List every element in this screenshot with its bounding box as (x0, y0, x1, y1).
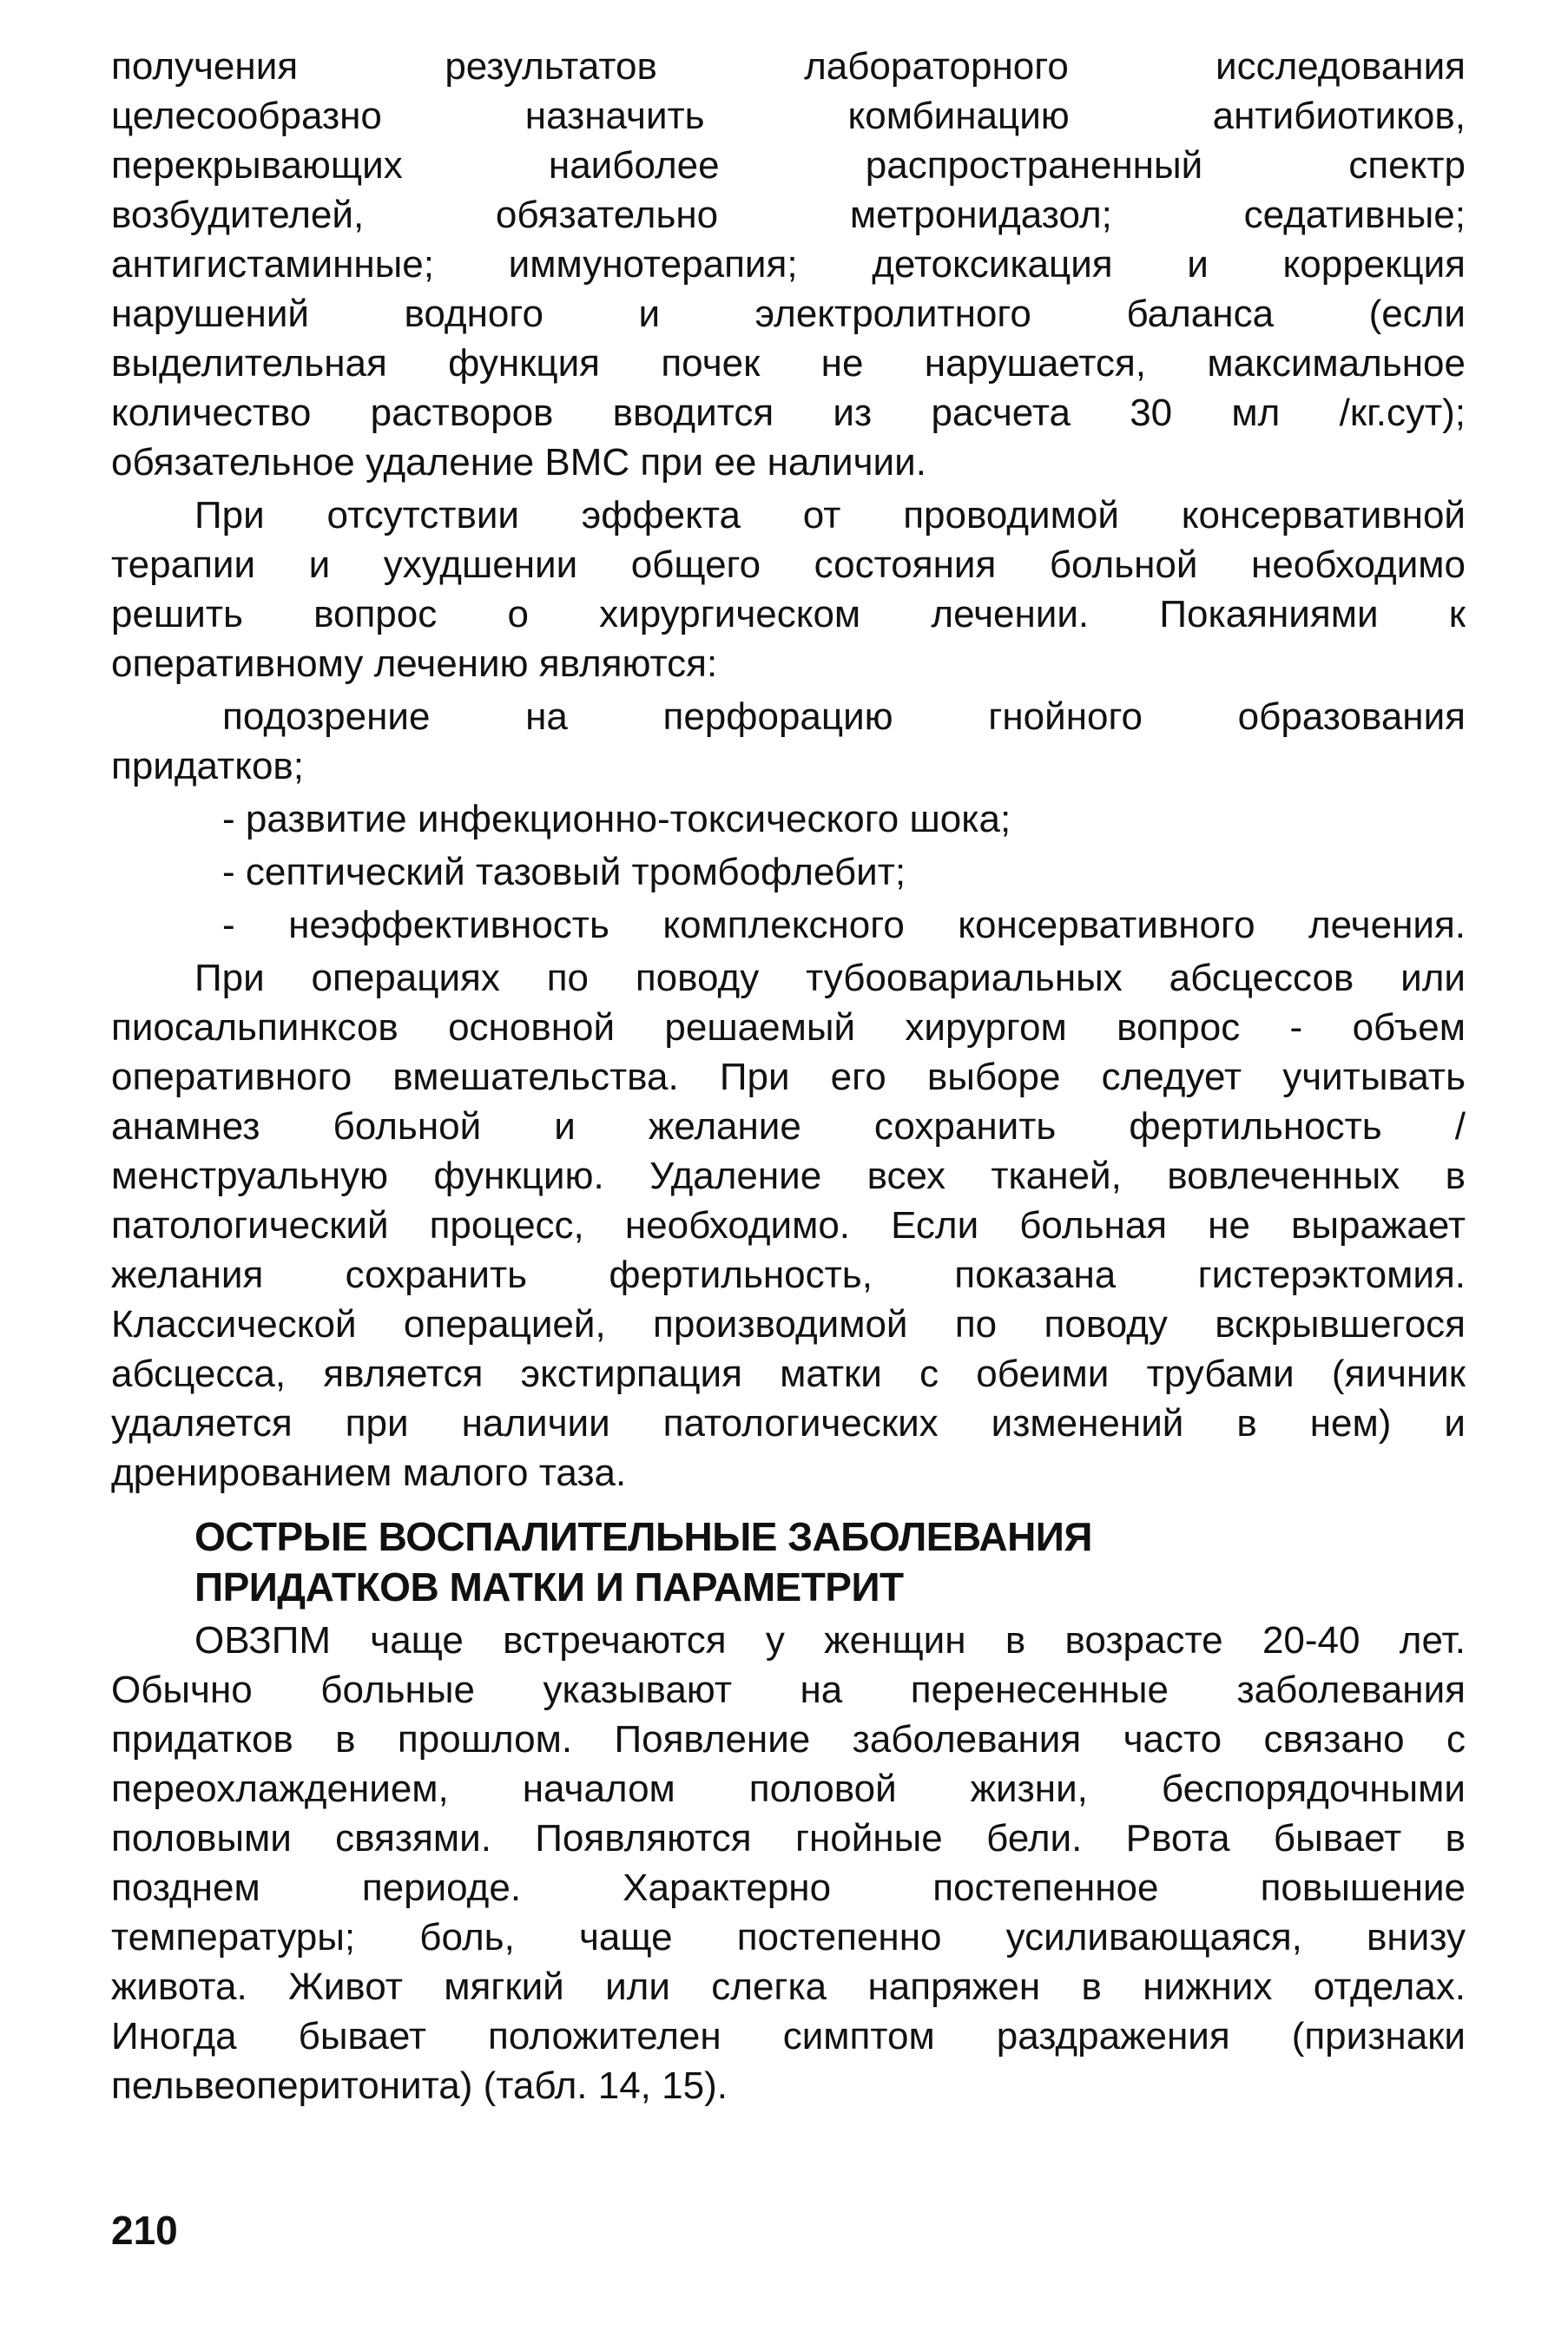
text-line: антигистаминные; иммунотерапия; детоксикация и коррекция (111, 243, 1466, 286)
text-line: оперативному лечению являются: (111, 642, 718, 685)
paragraph-5 (111, 953, 1466, 1498)
text-line: При операциях по поводу тубоовариальных абсцессов или (194, 957, 1466, 999)
text-line: целесообразно назначить комбинацию антибиотиков, (111, 95, 1466, 137)
text-line: менструальную функцию. Удаление всех тканей, вовлеченных в (111, 1155, 1466, 1197)
text-line: позднем периоде. Характерно постепенное повышение (111, 1867, 1466, 1909)
text-line: удаляется при наличии патологических изменений в нем) и (111, 1402, 1466, 1445)
text-line: придатков; (111, 745, 305, 787)
paragraph-3 (111, 692, 1466, 791)
text-line: Классической операцией, производимой по поводу вскрывшегося (111, 1303, 1466, 1346)
text-line: решить вопрос о хирургическом лечении. Покаяниями к (111, 593, 1466, 635)
text-line: оперативного вмешательства. При его выборе следует учитывать (111, 1056, 1466, 1098)
text-line: придатков в прошлом. Появление заболевания часто связано с (111, 1718, 1466, 1761)
text-line: подозрение на перфорацию гнойного образования (222, 695, 1466, 738)
text-line: количество растворов вводится из расчета 30 мл /кг.сут); (111, 392, 1466, 434)
text-line: выделительная функция почек не нарушается, максимальное (111, 342, 1466, 385)
text-line: переохлаждением, началом половой жизни, беспорядочными (111, 1768, 1466, 1810)
list-item: - неэффективность комплексного консервативного лечения. (222, 904, 1466, 946)
text-line: перекрывающих наиболее распространенный спектр (111, 144, 1466, 187)
section-heading-line: ОСТРЫЕ ВОСПАЛИТЕЛЬНЫЕ ЗАБОЛЕВАНИЯ (194, 1514, 1092, 1559)
paragraph-2 (111, 491, 1466, 688)
text-line: живота. Живот мягкий или слегка напряжен в нижних отделах. (111, 1965, 1466, 2008)
text-line: нарушений водного и электролитного баланса (если (111, 293, 1466, 335)
text-line: получения результатов лабораторного исследования (111, 45, 1466, 88)
text-line: дренированием малого таза. (111, 1452, 627, 1494)
text-line: возбудителей, обязательно метронидазол; седативные; (111, 194, 1466, 236)
paragraph-1 (111, 42, 1466, 487)
text-line: пиосальпинксов основной решаемый хирургом вопрос - объем (111, 1006, 1466, 1049)
text-line: половыми связями. Появляются гнойные бели. Рвота бывает в (111, 1817, 1466, 1860)
text-line: ОВЗПМ чаще встречаются у женщин в возрасте 20-40 лет. (194, 1619, 1466, 1662)
text-line: обязательное удаление ВМС при ее наличии. (111, 441, 926, 484)
page-number: 210 (111, 2208, 178, 2253)
text-line: Иногда бывает положителен симптом раздражения (признаки (111, 2015, 1466, 2058)
text-line: патологический процесс, необходимо. Если больная не выражает (111, 1204, 1466, 1247)
document-page (111, 42, 1466, 2110)
indications-list (111, 794, 1466, 950)
text-line: терапии и ухудшении общего состояния больной необходимо (111, 543, 1466, 586)
text-line: Обычно больные указывают на перенесенные заболевания (111, 1669, 1466, 1711)
text-line: анамнез больной и желание сохранить фертильность / (111, 1105, 1466, 1148)
text-line: При отсутствии эффекта от проводимой консервативной (194, 494, 1466, 537)
text-line: температуры; боль, чаще постепенно усиливающаяся, внизу (111, 1916, 1466, 1959)
text-line: абсцесса, является экстирпация матки с обеими трубами (яичник (111, 1353, 1466, 1395)
paragraph-final (111, 1616, 1466, 2110)
text-line: пельвеоперитонита) (табл. 14, 15). (111, 2064, 728, 2107)
text-line: желания сохранить фертильность, показана гистерэктомия. (111, 1254, 1466, 1296)
section-heading-line: ПРИДАТКОВ МАТКИ И ПАРАМЕТРИТ (194, 1564, 904, 1610)
list-item: - септический тазовый тромбофлебит; (222, 851, 906, 893)
list-item: - развитие инфекционно-токсического шока; (222, 798, 1011, 840)
section-heading (111, 1511, 1466, 1612)
